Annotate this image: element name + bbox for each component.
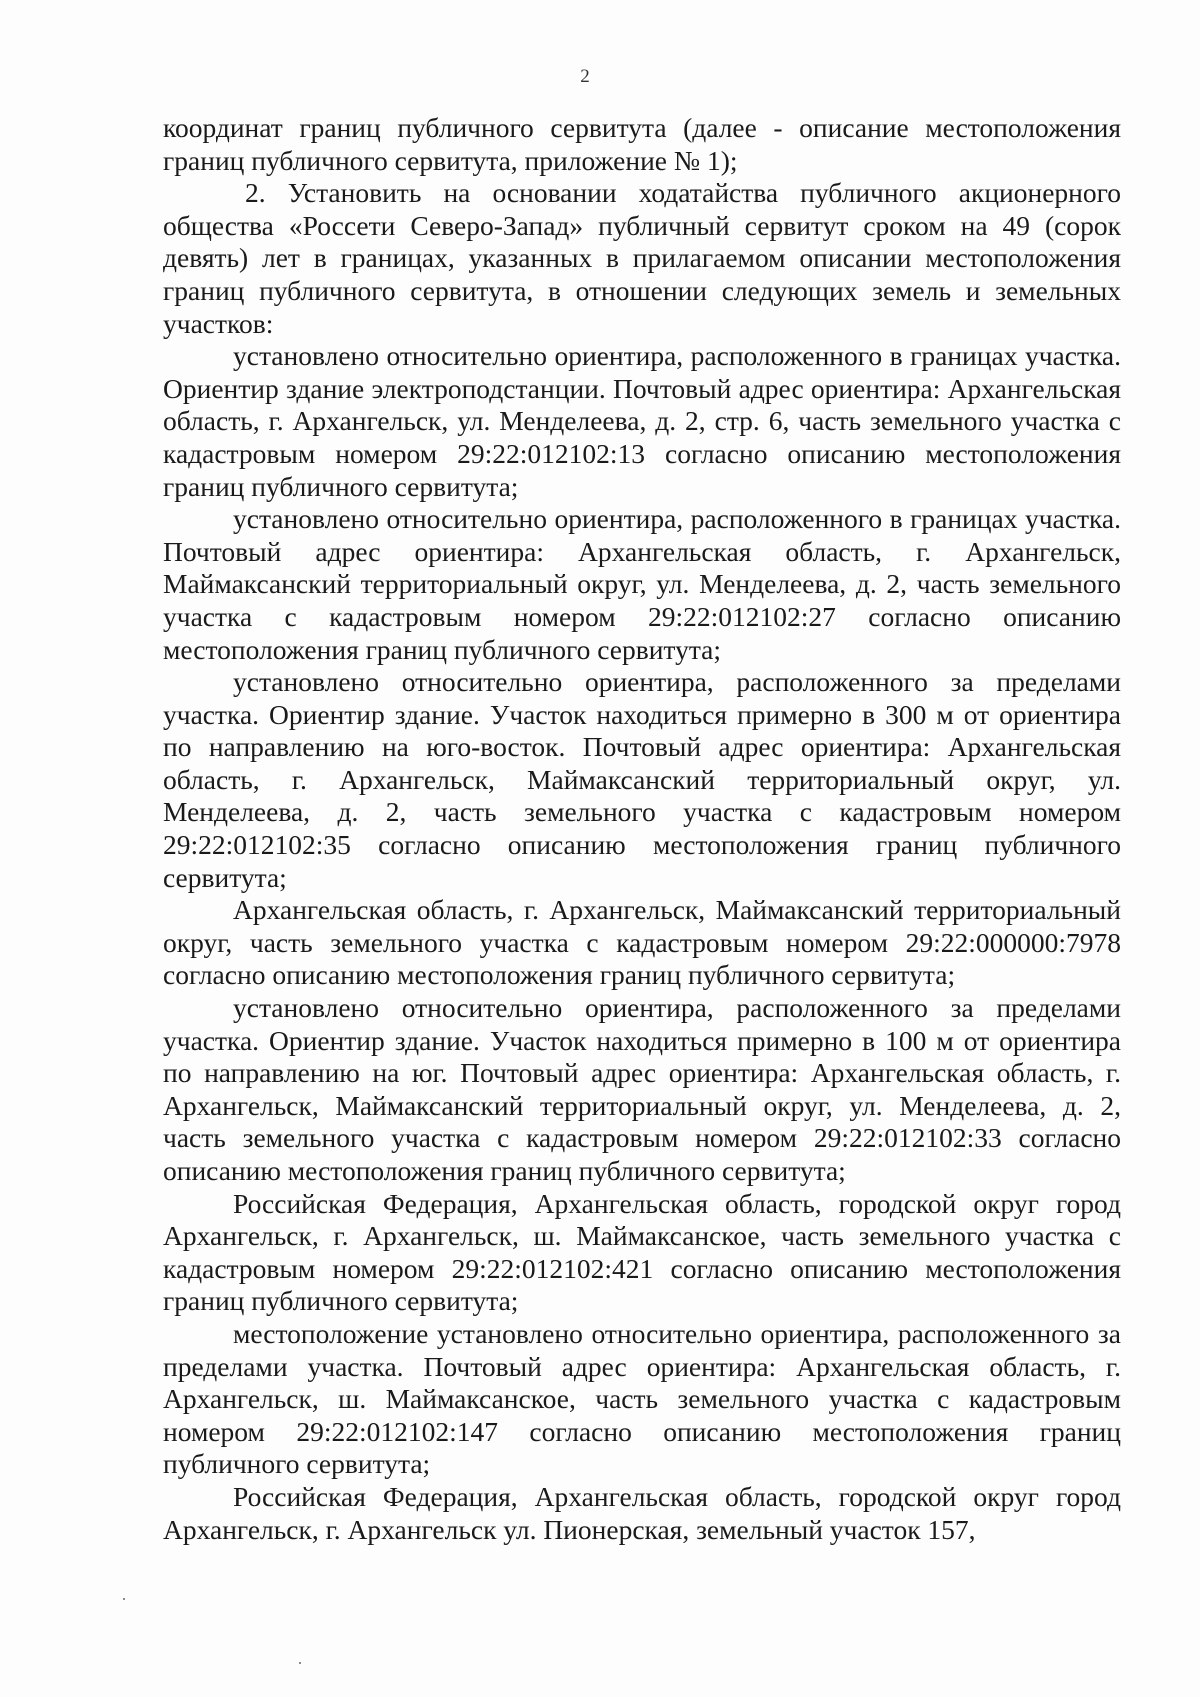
scan-speck bbox=[299, 1662, 301, 1664]
paragraph-land-plot: установлено относительно ориентира, расположенного за пределами участка. Ориентир здание. Участок находиться примерно в 100 м от ориентира по направлению на юг. Почтовый адрес ориентира: Архангельская область, г. Архангельск, Маймаксанский территориальный округ, ул. Менделеева, д. 2, часть земельного участка с кадастровым номером 29:22:012102:33 согласно описанию местоположения границ публичного сервитута; bbox=[163, 992, 1121, 1186]
paragraph-item-2: 2. Установить на основании ходатайства публичного акционерного общества «Россети Северо-Запад» публичный сервитут сроком на 49 (сорок девять) лет в границах, указанных в прилагаемом описании местоположения границ публичного сервитута, в отношении следующих земель и земельных участков: bbox=[163, 177, 1121, 339]
paragraph-land-plot: установлено относительно ориентира, расположенного в границах участка. Почтовый адрес ориентира: Архангельская область, г. Архангельск, Маймаксанский территориальный округ, ул. Менделеева, д. 2, часть земельного участка с кадастровым номером 29:22:012102:27 согласно описанию местоположения границ публичного сервитута; bbox=[163, 503, 1121, 665]
paragraph-land-plot: местоположение установлено относительно ориентира, расположенного за пределами участка. Почтовый адрес ориентира: Архангельская область, г. Архангельск, ш. Маймаксанское, часть земельного участка с кадастровым номером 29:22:012102:147 согласно описанию местоположения границ публичного сервитута; bbox=[163, 1317, 1121, 1480]
paragraph-land-plot: Российская Федерация, Архангельская область, городской округ город Архангельск, г. Архангельск, ш. Маймаксанское, часть земельного участка с кадастровым номером 29:22:012102:421 согласно описанию местоположения границ публичного сервитута; bbox=[163, 1187, 1121, 1317]
page-number: 2 bbox=[580, 66, 590, 87]
scan-speck bbox=[123, 1598, 125, 1600]
paragraph-continuation: координат границ публичного сервитута (далее - описание местоположения границ публичного сервитута, приложение № 1); bbox=[163, 112, 1121, 176]
paragraph-land-plot: Российская Федерация, Архангельская область, городской округ город Архангельск, г. Архангельск ул. Пионерская, земельный участок 157, bbox=[163, 1480, 1121, 1545]
paragraph-land-plot: установлено относительно ориентира, расположенного за пределами участка. Ориентир здание. Участок находиться примерно в 300 м от ориентира по направлению на юго-восток. Почтовый адрес ориентира: Архангельская область, г. Архангельск, Маймаксанский территориальный округ, ул. Менделеева, д. 2, часть земельного участка с кадастровым номером 29:22:012102:35 согласно описанию местоположения границ публичного сервитута; bbox=[163, 666, 1121, 893]
paragraph-land-plot: установлено относительно ориентира, расположенного в границах участка. Ориентир здание электроподстанции. Почтовый адрес ориентира: Архангельская область, г. Архангельск, ул. Менделеева, д. 2, стр. 6, часть земельного участка с кадастровым номером 29:22:012102:13 согласно описанию местоположения границ публичного сервитута; bbox=[163, 340, 1121, 502]
document-body bbox=[163, 112, 1121, 1546]
paragraph-land-plot: Архангельская область, г. Архангельск, Маймаксанский территориальный округ, часть земельного участка с кадастровым номером 29:22:000000:7978 согласно описанию местоположения границ публичного сервитута; bbox=[163, 894, 1121, 991]
